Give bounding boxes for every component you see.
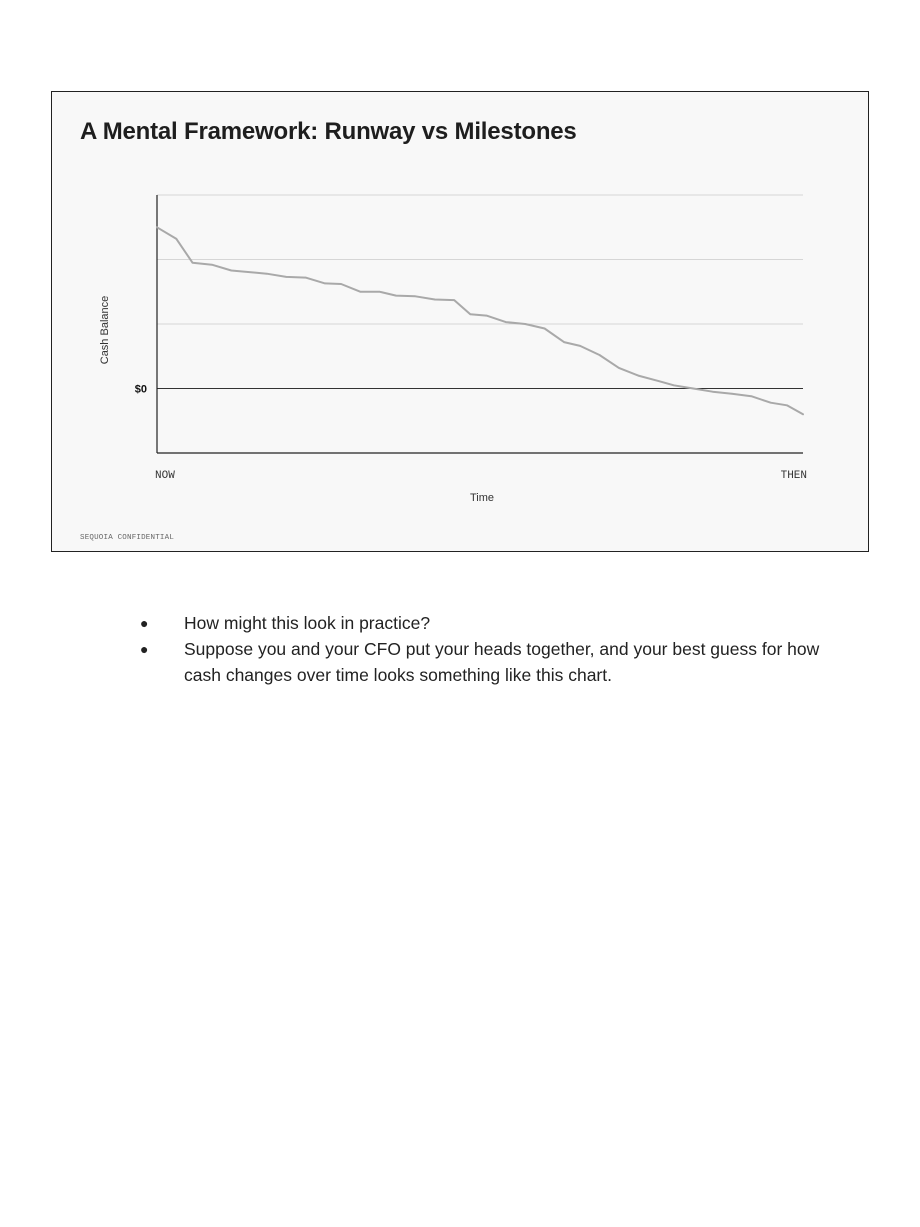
data-point <box>563 341 565 343</box>
y-axis-label: Cash Balance <box>99 295 111 365</box>
data-point <box>395 295 397 297</box>
grid-lines <box>157 195 803 324</box>
data-point <box>379 291 381 293</box>
bullet-icon: ● <box>140 615 149 631</box>
data-point <box>470 314 472 316</box>
data-point <box>770 402 772 404</box>
data-point <box>786 404 788 406</box>
cash-balance-chart <box>52 92 868 551</box>
data-point <box>324 283 326 285</box>
confidential-footer: SEQUOIA CONFIDENTIAL <box>80 534 175 542</box>
data-point <box>192 262 194 264</box>
data-point <box>453 299 455 301</box>
bullet-icon: ● <box>140 641 149 657</box>
note-item <box>140 636 820 688</box>
slide-title: A Mental Framework: Runway vs Milestones <box>80 118 577 145</box>
data-point <box>266 273 268 275</box>
data-point <box>486 315 488 317</box>
data-point <box>618 367 620 369</box>
data-point <box>434 299 436 301</box>
data-point <box>657 380 659 382</box>
data-point <box>599 354 601 356</box>
data-points <box>156 226 804 415</box>
data-point <box>156 226 158 228</box>
data-point <box>360 291 362 293</box>
data-point <box>211 264 213 266</box>
speaker-notes <box>140 610 820 688</box>
data-point <box>712 391 714 393</box>
cash-balance-series-line <box>157 227 803 414</box>
data-point <box>579 345 581 347</box>
data-point <box>802 414 804 416</box>
data-point <box>176 238 178 240</box>
data-point <box>305 277 307 279</box>
data-point <box>285 276 287 278</box>
data-point <box>544 328 546 330</box>
data-point <box>637 375 639 377</box>
data-point <box>505 321 507 323</box>
data-point <box>524 323 526 325</box>
x-tick-label-now: NOW <box>155 470 175 482</box>
data-point <box>230 270 232 272</box>
note-item <box>140 610 820 636</box>
x-tick-label-then: THEN <box>780 470 807 482</box>
data-point <box>415 295 417 297</box>
note-text: Suppose you and your CFO put your heads together, and your best guess for how cash changes over time looks something like this chart. <box>184 639 820 685</box>
data-point <box>673 384 675 386</box>
data-point <box>751 395 753 397</box>
y-tick-label-zero: $0 <box>134 383 147 396</box>
x-axis-label: Time <box>469 492 495 504</box>
note-text: How might this look in practice? <box>184 613 431 633</box>
data-point <box>692 388 694 390</box>
data-point <box>340 283 342 285</box>
data-point <box>731 393 733 395</box>
slide <box>51 91 869 552</box>
